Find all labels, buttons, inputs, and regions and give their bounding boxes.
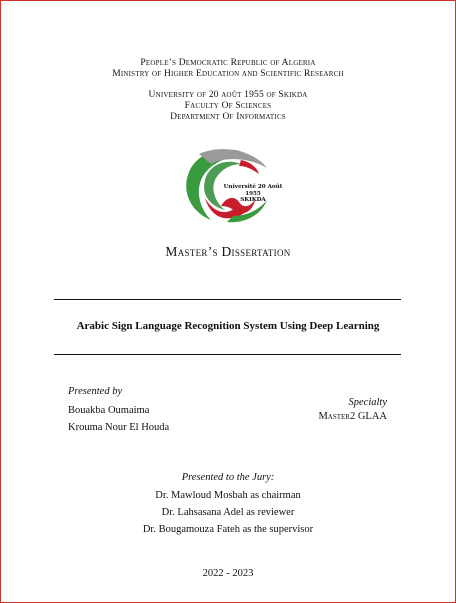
bottom-rule xyxy=(54,354,401,355)
author-1: Bouakba Oumaima xyxy=(68,405,150,416)
academic-year: 2022 - 2023 xyxy=(202,568,254,579)
ministry-line: Ministry of Higher Education and Scientific Research xyxy=(112,69,344,79)
specialty-value-prefix: Master2 xyxy=(318,411,356,422)
jury-member-supervisor: Dr. Bougamouza Fateh as the supervisor xyxy=(142,524,314,535)
logo-text-line1: Université 20 Août 1955 xyxy=(223,184,283,197)
logo-text-line2: SKIKDA xyxy=(240,197,266,203)
author-2: Krouma Nour El Houda xyxy=(68,422,170,433)
presented-by-label: Presented by xyxy=(68,386,123,397)
thesis-title: Arabic Sign Language Recognition System Using Deep Learning xyxy=(76,320,380,332)
specialty-value xyxy=(318,411,387,422)
dissertation-label: Master’s Dissertation xyxy=(165,244,291,259)
faculty-line: Faculty Of Sciences xyxy=(184,101,272,111)
jury-label: Presented to the Jury: xyxy=(181,472,275,483)
university-line: University of 20 août 1955 of Skikda xyxy=(148,90,308,100)
specialty-label: Specialty xyxy=(348,397,387,408)
specialty-value-suffix: GLAA xyxy=(355,411,387,422)
country-line: People’s Democratic Republic of Algeria xyxy=(140,58,316,68)
logo-text xyxy=(223,184,283,204)
jury-member-chairman: Dr. Mawloud Mosbah as chairman xyxy=(155,490,301,501)
department-line: Department Of Informatics xyxy=(170,112,286,122)
top-rule xyxy=(54,299,401,300)
jury-member-reviewer: Dr. Lahsasana Adel as reviewer xyxy=(161,507,295,518)
